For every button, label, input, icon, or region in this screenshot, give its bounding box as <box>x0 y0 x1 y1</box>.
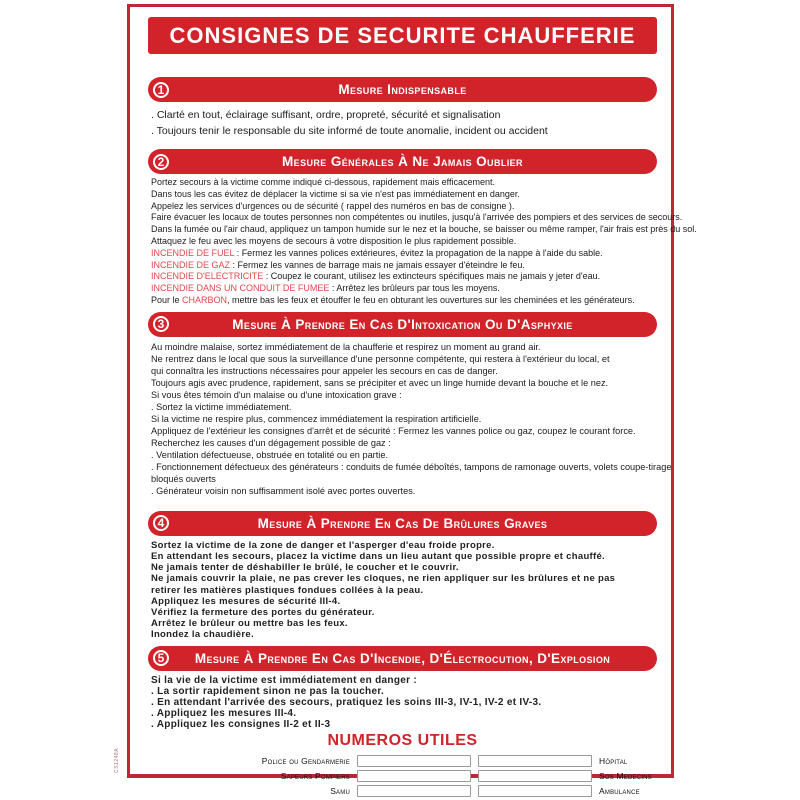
text-segment: . Générateur voisin non suffisamment isolé avec portes ouvertes. <box>151 485 416 496</box>
numbers-label-right: Sos Medecins <box>599 770 652 781</box>
section-body <box>148 536 657 646</box>
body-line <box>151 596 657 607</box>
numbers-box-right <box>478 770 592 782</box>
body-line <box>151 260 657 272</box>
body-line <box>151 271 657 283</box>
text-segment: . Appliquez les mesures III-4. <box>151 707 297 719</box>
text-segment: : Fermez les vannes polices extérieures, évitez la propagation de la nappe à l'aide du sable. <box>234 247 603 258</box>
section-heading: Mesure À Prendre En Cas D'Intoxication Ou D'Asphyxie <box>232 316 573 332</box>
body-line <box>151 107 657 123</box>
numbers-label-right: Hôpital <box>599 755 628 766</box>
body-line <box>151 365 657 377</box>
section-number-badge: 1 <box>153 82 169 98</box>
text-segment: Dans la fumée ou l'air chaud, appliquez un tampon humide sur le nez et la bouche, se baisser ou même ramper, l'air frais est près du sol. <box>151 224 697 235</box>
text-segment: , mettre bas les feux et étouffer le feu en obturant les ouvertures sur les cheminées et les générateurs. <box>227 294 635 305</box>
text-segment: Arrêtez le brûleur ou mettre bas les feux. <box>151 618 348 630</box>
text-segment: Appliquez les mesures de sécurité III-4. <box>151 595 341 607</box>
safety-poster <box>127 4 697 796</box>
text-segment: Recherchez les causes d'un dégagement possible de gaz : <box>151 437 391 448</box>
body-line <box>151 212 683 224</box>
text-segment: qui connaîtra les instructions nécessaires pour appeler les secours en cas de danger. <box>151 365 498 376</box>
text-segment: Sortez la victime de la zone de danger et l'asperger d'eau froide propre. <box>151 539 495 551</box>
red-keyword: INCENDIE DE GAZ <box>151 259 231 270</box>
body-line <box>151 295 657 307</box>
text-segment: : Arrêtez les brûleurs par tous les moyens. <box>329 283 500 294</box>
numbers-box-right <box>478 785 592 797</box>
text-segment: En attendant les secours, placez la victime dans un lieu autant que possible propre et chauffé. <box>151 550 605 562</box>
red-keyword: INCENDIE D'ELECTRICITE <box>151 271 264 282</box>
numbers-row <box>200 785 657 797</box>
body-line <box>151 719 657 730</box>
text-segment: Ne rentrez dans le local que sous la surveillance d'une personne compétente, qui restera à l'extérieur du local, et <box>151 353 610 364</box>
text-segment: Appliquez de l'extérieur les consignes d'arrêt et de sécurité : Fermez les vannes police ou gaz, coupez le courant force. <box>151 425 636 436</box>
useful-numbers-title: NUMEROS UTILES <box>327 731 478 749</box>
text-segment: . En attendant l'arrivée des secours, pratiquez les soins III-3, IV-1, IV-2 et IV-3. <box>151 696 542 708</box>
text-segment: Si la victime ne respire plus, commencez immédiatement la respiration artificielle. <box>151 413 482 424</box>
text-segment: Si la vie de la victime est immédiatement en danger : <box>151 674 417 686</box>
section-bar <box>148 511 657 536</box>
red-keyword: CHARBON <box>182 294 228 305</box>
text-segment: . Fonctionnement défectueux des générateurs : conduits de fumée déboîtés, tampons de ramonage ouverts, volets coupe-tirage <box>151 461 672 472</box>
numbers-box-left <box>357 770 471 782</box>
section-bar <box>148 149 657 174</box>
numbers-label-left: Police ou Gendarmerie <box>261 755 350 766</box>
numbers-row <box>200 770 657 782</box>
text-segment: . Ventilation défectueuse, obstruée en totalité ou en partie. <box>151 449 388 460</box>
text-segment: Pour le <box>151 294 183 305</box>
section-number-badge: 4 <box>153 515 169 531</box>
text-segment: . Toujours tenir le responsable du site informé de toute anomalie, incident ou accident <box>151 125 548 137</box>
body-line <box>151 224 697 236</box>
body-line <box>151 341 657 353</box>
body-line <box>151 425 657 437</box>
section-bar <box>148 77 657 102</box>
text-segment: Inondez la chaudière. <box>151 629 254 641</box>
body-line <box>151 540 657 551</box>
red-keyword: INCENDIE DANS UN CONDUIT DE FUMEE <box>151 283 330 294</box>
numbers-box-left <box>357 785 471 797</box>
text-segment: Au moindre malaise, sortez immédiatement de la chaufferie et respirez un moment au grand air. <box>151 341 541 352</box>
section-body <box>148 337 672 511</box>
body-line <box>151 461 672 473</box>
body-line <box>151 389 657 401</box>
text-segment: Portez secours à la victime comme indiqué ci-dessous, rapidement mais efficacement. <box>151 177 495 187</box>
text-segment: Vérifiez la fermeture des portes du générateur. <box>151 606 375 618</box>
section-bar <box>148 312 657 337</box>
section-body <box>148 174 697 312</box>
section-number-badge: 5 <box>153 650 169 666</box>
numbers-row <box>200 755 657 767</box>
text-segment: bloqués ouverts <box>151 473 216 484</box>
body-line <box>151 377 657 389</box>
body-line <box>151 708 657 719</box>
poster-title: CONSIGNES DE SECURITE CHAUFFERIE <box>169 22 636 48</box>
section-number-badge: 2 <box>153 154 169 170</box>
useful-numbers-table <box>148 755 657 797</box>
numbers-label-left: Sapeurs Pompiers <box>280 770 350 781</box>
section-number-badge: 3 <box>153 316 169 332</box>
text-segment: Ne jamais tenter de déshabiller le brûlé, le coucher et le couvrir. <box>151 562 459 574</box>
text-segment: Ne jamais couvrir la plaie, ne pas crever les cloques, ne rien appliquer sur les brûlures et ne pas <box>151 573 616 585</box>
body-line <box>151 201 657 213</box>
body-line <box>151 607 657 618</box>
text-segment: Si vous êtes témoin d'un malaise ou d'une intoxication grave : <box>151 389 402 400</box>
section-heading: Mesure Générales À Ne Jamais Oublier <box>282 154 523 169</box>
body-line <box>151 551 657 562</box>
body-line <box>151 437 657 449</box>
body-line <box>151 562 657 573</box>
section-body <box>148 102 657 149</box>
body-line <box>151 473 657 485</box>
body-line <box>151 449 657 461</box>
numbers-box-right <box>478 755 592 767</box>
numbers-label-right: Ambulance <box>599 785 640 796</box>
body-line <box>151 353 657 365</box>
text-segment: : Fermez les vannes de barrage mais ne jamais essayer d'éteindre le feu. <box>230 259 525 270</box>
text-segment: Toujours agis avec prudence, rapidement, sans se précipiter et avec un linge humide devant la bouche et le nez. <box>151 377 609 388</box>
body-line <box>151 585 657 596</box>
section-heading: Mesure À Prendre En Cas De Brûlures Graves <box>257 515 548 531</box>
side-reference-code: CS1248A <box>114 748 120 773</box>
text-segment: Appelez les services d'urgences ou de sécurité ( rappel des numéros en bas de consigne ). <box>151 200 515 211</box>
text-segment: retirer les matières plastiques fondues collées à la peau. <box>151 584 424 596</box>
body-line <box>151 236 657 248</box>
body-line <box>151 697 657 708</box>
poster-title-banner <box>148 17 657 54</box>
numbers-box-left <box>357 755 471 767</box>
section-bar <box>148 646 657 671</box>
body-line <box>151 248 657 260</box>
text-segment: : Coupez le courant, utilisez les extincteurs spécifiques mais ne jamais y jeter d'eau. <box>263 271 601 282</box>
section-heading: Mesure À Prendre En Cas D'Incendie, D'Électrocution, D'Explosion <box>194 650 611 666</box>
text-segment: Attaquez le feu avec les moyens de secours à votre disposition le plus rapidement possible. <box>151 235 517 246</box>
body-line <box>151 401 657 413</box>
body-line <box>151 123 657 139</box>
body-line <box>151 283 657 295</box>
red-keyword: INCENDIE DE FUEL <box>151 247 235 258</box>
section-body <box>148 671 657 730</box>
numbers-label-left: Samu <box>330 785 350 796</box>
section-heading: Mesure Indispensable <box>338 82 467 97</box>
body-line <box>151 177 657 189</box>
body-line <box>151 629 657 640</box>
body-line <box>151 618 657 629</box>
sections <box>148 77 697 730</box>
text-segment: Dans tous les cas évitez de déplacer la victime si sa vie n'est pas immédiatement en danger. <box>151 188 520 199</box>
text-segment: . Clarté en tout, éclairage suffisant, ordre, propreté, sécurité et signalisation <box>151 109 501 121</box>
text-segment: . La sortir rapidement sinon ne pas la toucher. <box>151 685 385 697</box>
text-segment: Faire évacuer les locaux de toutes personnes non compétentes ou inutiles, jusqu'à l'arrivée des pompiers et des services de secours. <box>151 212 683 223</box>
body-line <box>151 485 657 497</box>
body-line <box>151 189 657 201</box>
body-line <box>151 686 657 697</box>
body-line <box>151 675 657 686</box>
text-segment: . Sortez la victime immédiatement. <box>151 401 292 412</box>
body-line <box>151 573 657 584</box>
text-segment: . Appliquez les consignes II-2 et II-3 <box>151 718 331 730</box>
body-line <box>151 413 657 425</box>
